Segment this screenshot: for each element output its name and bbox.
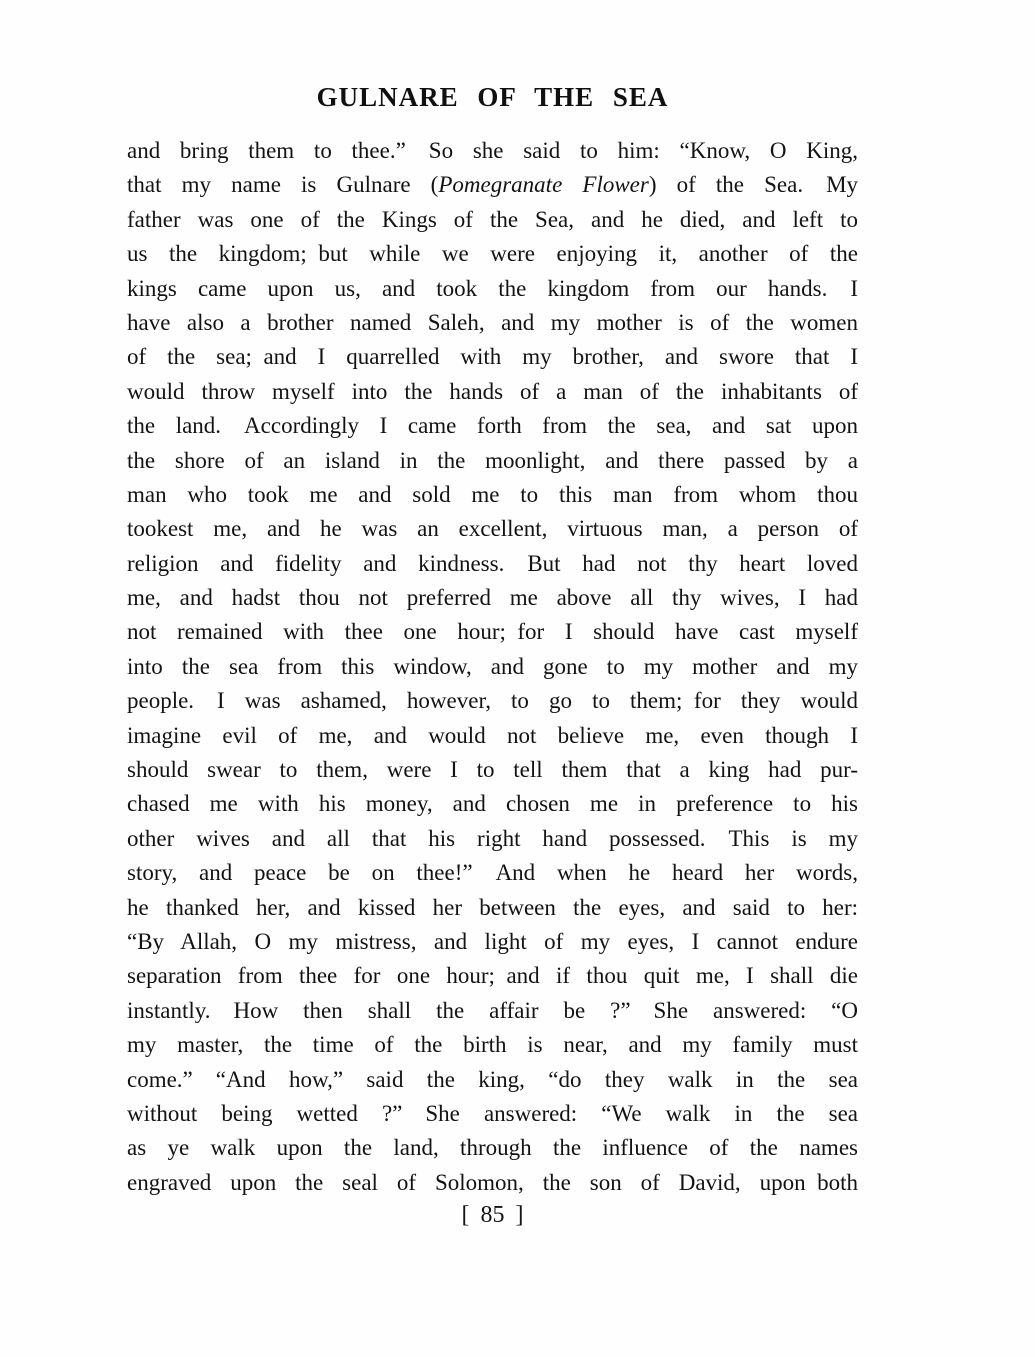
text-line: chased me with his money, and chosen me in preference to his	[127, 791, 858, 817]
text-segment: that my name is Gulnare (	[127, 172, 439, 198]
text-line: instantly. How then shall the affair be ?” She answered: “O	[127, 997, 858, 1023]
page-number: [ 85 ]	[461, 1202, 524, 1228]
text-line: he thanked her, and kissed her between the eyes, and said to her:	[127, 894, 858, 920]
text-line: of the sea; and I quarrelled with my brother, and swore that I	[127, 344, 858, 370]
text-line: into the sea from this window, and gone to my mother and my	[127, 653, 858, 679]
text-line: father was one of the Kings of the Sea, and he died, and left to	[127, 206, 858, 232]
text-line: us the kingdom; but while we were enjoying it, another of the	[127, 241, 858, 267]
text-line: not remained with thee one hour; for I should have cast myself	[127, 619, 858, 645]
italic-text: Pomegranate Flower	[438, 172, 649, 198]
text-line: religion and fidelity and kindness. But had not thy heart loved	[127, 550, 858, 576]
chapter-title: GULNARE OF THE SEA	[316, 82, 669, 112]
text-line: other wives and all that his right hand possessed. This is my	[127, 825, 858, 851]
text-line: separation from thee for one hour; and if thou quit me, I shall die	[127, 963, 858, 989]
text-line: should swear to them, were I to tell them that a king had pur-	[127, 757, 858, 783]
text-line: me, and hadst thou not preferred me above all thy wives, I had	[127, 585, 858, 611]
text-line: would throw myself into the hands of a man of the inhabitants of	[127, 378, 858, 404]
text-line: people. I was ashamed, however, to go to them; for they would	[127, 688, 858, 714]
text-line: man who took me and sold me to this man from whom thou	[127, 481, 858, 507]
text-line: kings came upon us, and took the kingdom from our hands. I	[127, 275, 858, 301]
text-line: my master, the time of the birth is near, and my family must	[127, 1032, 858, 1058]
text-line: engraved upon the seal of Solomon, the son of David, upon both	[127, 1169, 858, 1195]
text-line: story, and peace be on thee!” And when he heard her words,	[127, 860, 858, 886]
text-line: come.” “And how,” said the king, “do they walk in the sea	[127, 1066, 858, 1092]
text-line: the shore of an island in the moonlight, and there passed by a	[127, 447, 858, 473]
text-line: as ye walk upon the land, through the influence of the names	[127, 1135, 858, 1161]
text-line: imagine evil of me, and would not believe me, even though I	[127, 722, 858, 748]
text-line: without being wetted ?” She answered: “We walk in the sea	[127, 1100, 858, 1126]
body-text	[127, 134, 858, 1200]
text-line: and bring them to thee.” So she said to him: “Know, O King,	[127, 138, 858, 163]
text-segment: ) of the Sea. My	[648, 172, 859, 198]
text-line: the land. Accordingly I came forth from the sea, and sat upon	[127, 413, 858, 439]
text-line: tookest me, and he was an excellent, virtuous man, a person of	[127, 516, 858, 542]
text-line: “By Allah, O my mistress, and light of my eyes, I cannot endure	[127, 928, 858, 954]
text-line	[127, 168, 858, 202]
text-line: have also a brother named Saleh, and my mother is of the women	[127, 309, 858, 335]
